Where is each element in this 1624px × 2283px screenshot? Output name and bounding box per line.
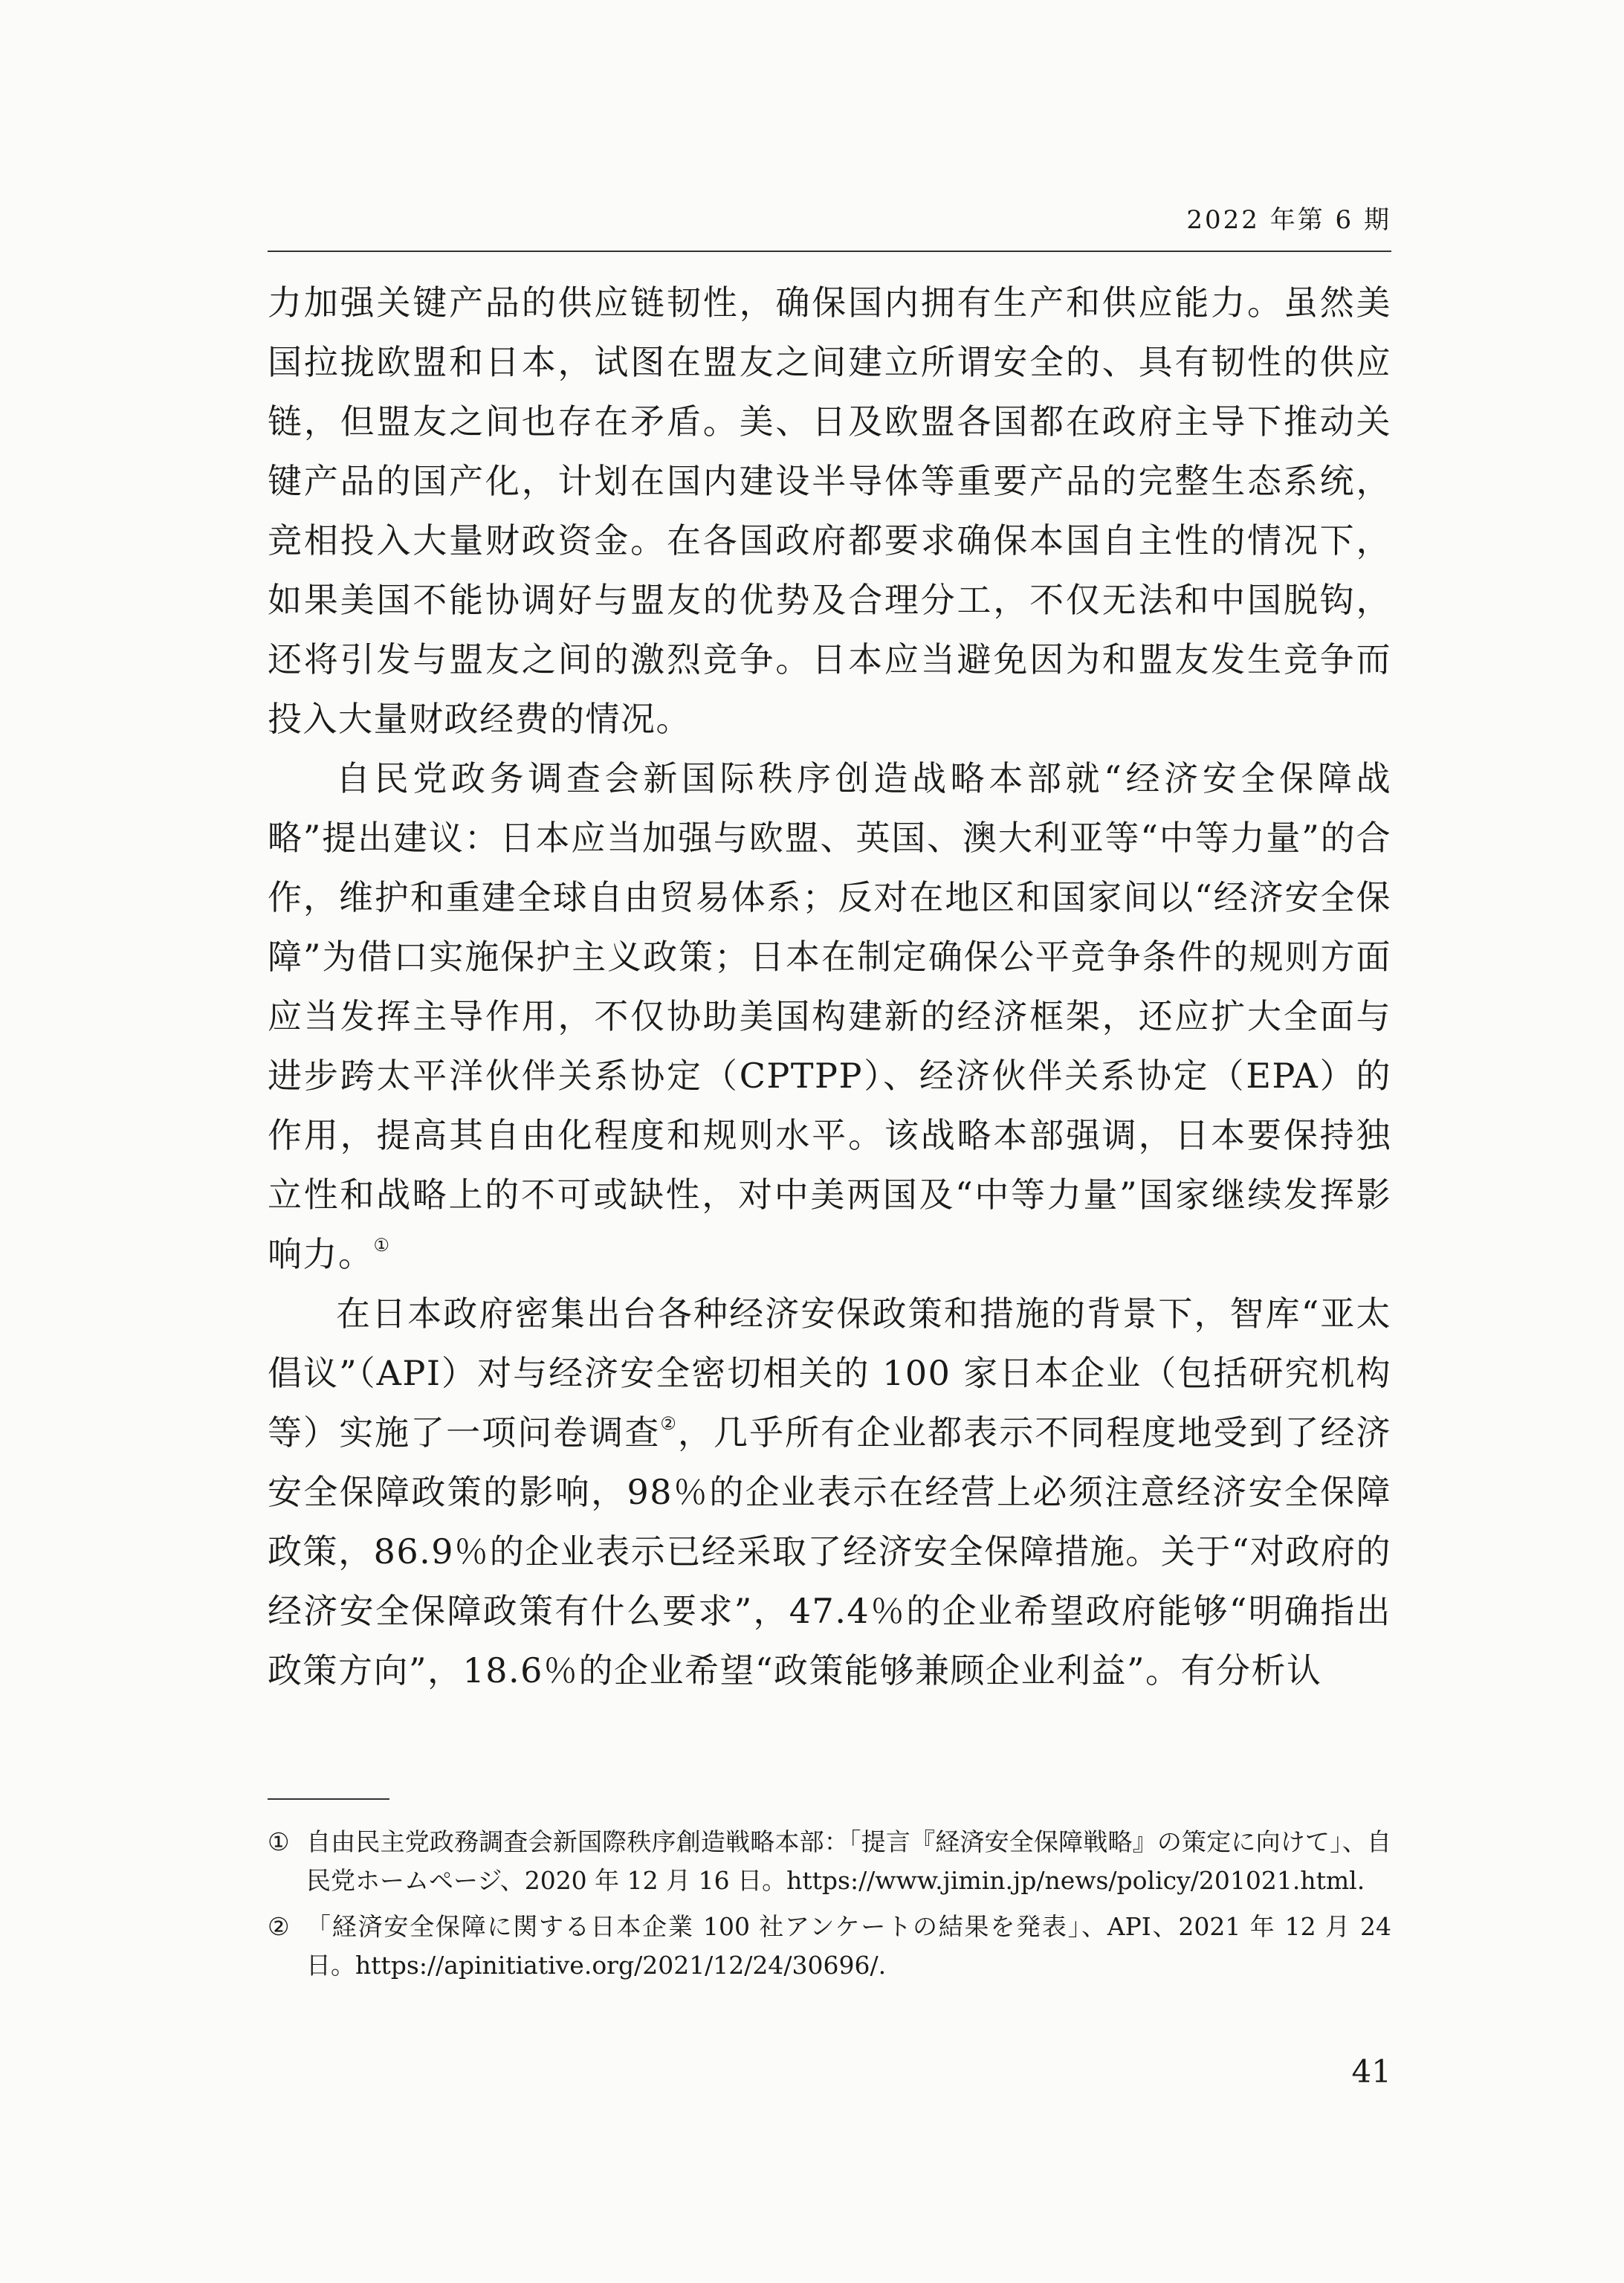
footnote-ref-2[interactable]: ②: [660, 1413, 678, 1434]
footnote-mark: ②: [268, 1912, 290, 1941]
paragraph-text: ，几乎所有企业都表示不同程度地受到了经济安全保障政策的影响，98％的企业表示在经营上必须注意经济安全保障政策，86.9％的企业表示已经采取了经济安全保障措施。关于“对政府的经济安全保障政策有什么要求”，47.4％的企业希望政府能够“明确指出政策方向”，18.6％的企业希望“政策能够兼顾企业利益”。有分析认: [268, 1412, 1392, 1691]
running-header: 2022 年第 6 期: [1186, 205, 1391, 235]
footnote-mark: ①: [268, 1827, 290, 1856]
footnote-1: [268, 1823, 1391, 1900]
footnote-text: 自由民主党政務調査会新国際秩序創造戦略本部：「提言『経済安全保障戦略』の策定に向けて」、自民党ホームページ、2020 年 12 月 16 日。https://www.jimin.jp/news/policy/201021.html.: [306, 1827, 1391, 1895]
main-text: [268, 273, 1391, 1700]
paragraph: [268, 1284, 1391, 1700]
footnote-2: [268, 1908, 1391, 1985]
paragraph-text: 自民党政务调查会新国际秩序创造战略本部就“经济安全保障战略”提出建议：日本应当加强与欧盟、英国、澳大利亚等“中等力量”的合作，维护和重建全球自由贸易体系；反对在地区和国家间以“经济安全保障”为借口实施保护主义政策；日本在制定确保公平竞争条件的规则方面应当发挥主导作用，不仅协助美国构建新的经济框架，还应扩大全面与进步跨太平洋伙伴关系协定（CPTPP）、经济伙伴关系协定（EPA）的作用，提高其自由化程度和规则水平。该战略本部强调，日本要保持独立性和战略上的不可或缺性，对中美两国及“中等力量”国家继续发挥影响力。: [268, 758, 1391, 1274]
footnote-divider: [268, 1798, 389, 1800]
footnotes: [268, 1823, 1391, 1992]
footnote-ref-1[interactable]: ①: [373, 1235, 391, 1256]
paragraph-text: 在日本政府密集出台各种经济安保政策和措施的背景下，智库“亚太倡议”（API）对与经济安全密切相关的 100 家日本企业（包括研究机构等）实施了一项问卷调查: [268, 1294, 1391, 1453]
page-number: 41: [1351, 2053, 1391, 2090]
paragraph: 力加强关键产品的供应链韧性，确保国内拥有生产和供应能力。虽然美国拉拢欧盟和日本，试图在盟友之间建立所谓安全的、具有韧性的供应链，但盟友之间也存在矛盾。美、日及欧盟各国都在政府主导下推动关键产品的国产化，计划在国内建设半导体等重要产品的完整生态系统，竞相投入大量财政资金。在各国政府都要求确保本国自主性的情况下，如果美国不能协调好与盟友的优势及合理分工，不仅无法和中国脱钩，还将引发与盟友之间的激烈竞争。日本应当避免因为和盟友发生竞争而投入大量财政经费的情况。: [268, 282, 1391, 739]
paragraph: [268, 749, 1391, 1284]
footnote-text: 「経済安全保障に関する日本企業 100 社アンケートの結果を発表」、API、2021 年 12 月 24 日。https://apinitiative.org/2021/12/24/30696/.: [306, 1912, 1391, 1980]
header-divider: [268, 251, 1391, 252]
